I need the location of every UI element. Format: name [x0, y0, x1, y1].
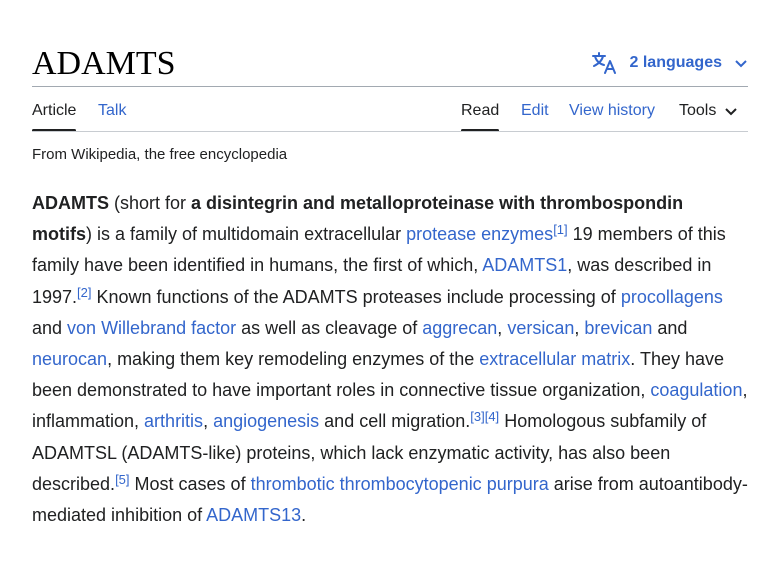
text: ) is a family of multidomain extracellular — [86, 224, 407, 245]
citation-3[interactable]: [3] — [470, 409, 485, 425]
text: and — [652, 317, 688, 338]
tab-edit[interactable]: Edit — [521, 102, 549, 119]
text: , was described in 1997. — [32, 255, 712, 307]
text: . They have been demonstrated to have important roles in connective tissue organization, — [32, 349, 725, 401]
text: , — [203, 411, 214, 432]
text: , — [574, 317, 585, 338]
link-arthritis[interactable]: arthritis — [144, 411, 204, 432]
tab-talk[interactable]: Talk — [98, 102, 127, 119]
text: Homologous subfamily of ADAMTSL (ADAMTS-like) proteins, which lack enzymatic activity, has also been described. — [32, 411, 707, 494]
title-divider — [32, 86, 748, 87]
chevron-down-icon — [734, 56, 748, 70]
text: and — [32, 317, 68, 338]
tab-article[interactable]: Article — [32, 100, 76, 122]
expansion-bold: a disintegrin and metalloproteinase with thrombospondin motifs — [32, 193, 684, 245]
citation-2[interactable]: [2] — [77, 284, 92, 300]
link-procollagens[interactable]: procollagens — [620, 286, 723, 307]
text: arise from autoantibody-mediated inhibition of — [32, 473, 748, 526]
page-title: ADAMTS — [32, 45, 176, 82]
text: . — [301, 505, 307, 526]
citation-1[interactable]: [1] — [553, 222, 568, 238]
page-tabs — [32, 92, 748, 132]
link-coagulation[interactable]: coagulation — [650, 380, 743, 401]
term-bold: ADAMTS — [32, 193, 109, 213]
text: Most cases of — [129, 473, 251, 494]
link-versican[interactable]: versican — [507, 317, 575, 338]
chevron-down-icon — [724, 104, 738, 118]
link-thrombotic-thrombocytopenic-purpura[interactable]: thrombotic thrombocytopenic purpura — [250, 473, 549, 494]
tools-label: Tools — [679, 102, 717, 119]
citation-5[interactable]: [5] — [115, 471, 130, 487]
article-body — [32, 188, 748, 531]
title-bar — [32, 40, 748, 86]
text: as well as cleavage of — [236, 317, 423, 338]
citation-4[interactable]: [4] — [484, 409, 500, 425]
link-brevican[interactable]: brevican — [584, 317, 653, 338]
tabs-divider — [32, 131, 748, 132]
link-extracellular-matrix[interactable]: extracellular matrix — [479, 349, 631, 370]
tab-view-history[interactable]: View history — [569, 102, 655, 119]
link-angiogenesis[interactable]: angiogenesis — [213, 411, 320, 432]
link-neurocan[interactable]: neurocan — [32, 349, 108, 370]
text: and cell migration. — [319, 411, 471, 432]
link-aggrecan[interactable]: aggrecan — [422, 317, 498, 338]
link-protease-enzymes[interactable]: protease enzymes — [406, 224, 554, 245]
site-tagline: From Wikipedia, the free encyclopedia — [32, 146, 288, 163]
translate-icon — [592, 52, 618, 74]
tools-menu[interactable] — [679, 100, 738, 122]
tab-read[interactable]: Read — [461, 100, 499, 122]
text: Known functions of the ADAMTS proteases include processing of — [91, 286, 621, 307]
text: , inflammation, — [32, 380, 748, 432]
languages-button[interactable] — [592, 52, 748, 74]
text: , — [497, 317, 508, 338]
text: , making them key remodeling enzymes of the — [107, 349, 480, 370]
languages-label: 2 languages — [629, 54, 722, 71]
link-adamts1[interactable]: ADAMTS1 — [482, 255, 568, 276]
link-von-willebrand-factor[interactable]: von Willebrand factor — [67, 317, 237, 338]
text: (short for — [109, 193, 192, 213]
link-adamts13[interactable]: ADAMTS13 — [206, 505, 302, 526]
lead-paragraph — [32, 188, 748, 531]
text: 19 members of this family have been identified in humans, the first of which, — [32, 224, 726, 276]
